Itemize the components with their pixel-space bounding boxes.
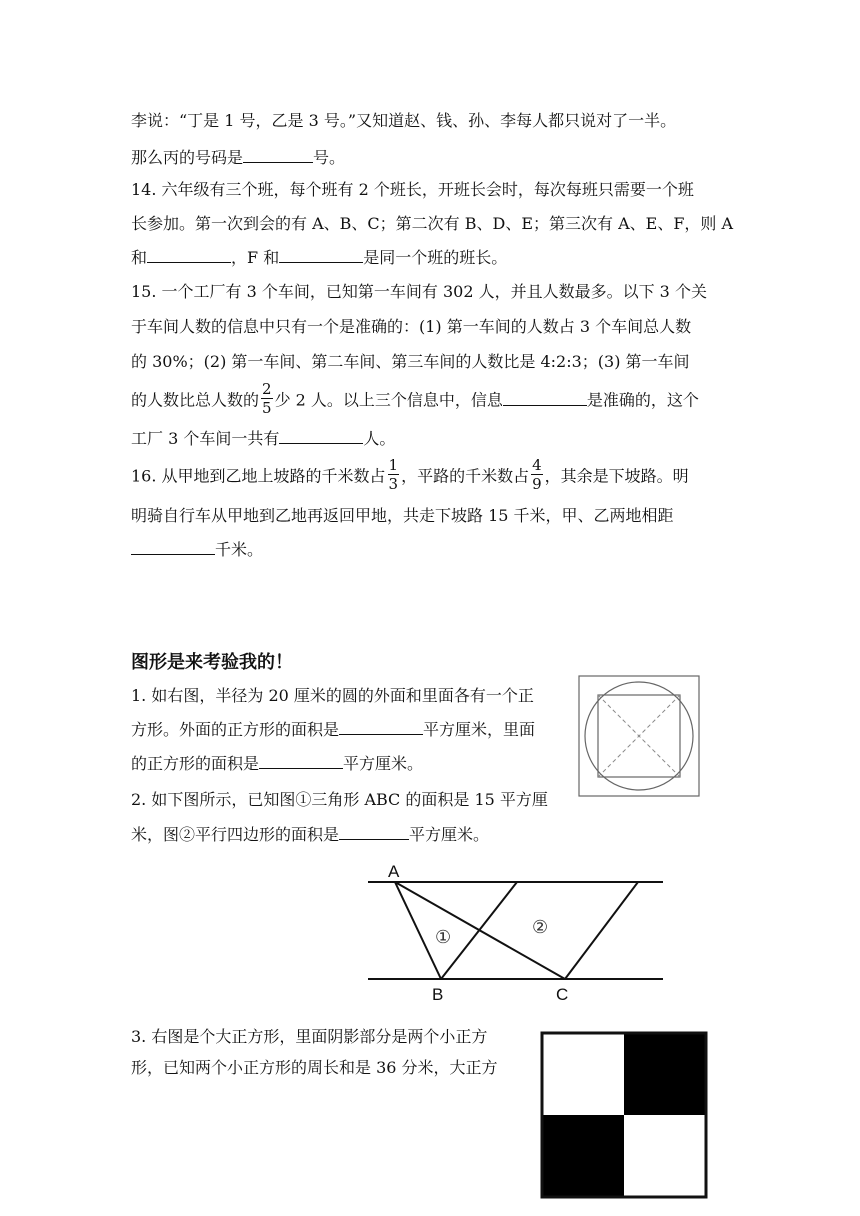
circle-squares-figure (578, 675, 700, 797)
p16-text-d: 千米。 (215, 540, 264, 559)
p15-fraction (261, 382, 273, 416)
p15-line-4 (131, 380, 699, 418)
label-region-2: ② (532, 917, 549, 938)
p14-answer-blank-2[interactable] (279, 247, 363, 263)
p13-text: 那么丙的号码是 (131, 148, 244, 167)
g3-line-1: 3. 右图是个大正方形，里面阴影部分是两个小正方 (131, 1027, 488, 1046)
fraction-denominator: 3 (388, 475, 399, 493)
label-b: B (432, 985, 444, 1004)
g2-text-b: 平方厘米。 (409, 825, 490, 844)
p16-line-2: 明骑自行车从甲地到乙地再返回甲地，共走下坡路 15 千米，甲、乙两地相距 (131, 506, 674, 525)
p16-text-b: ，平路的千米数占 (401, 466, 530, 486)
g1-text-c: 的正方形的面积是 (131, 754, 260, 773)
g1-text-a: 方形。外面的正方形的面积是 (131, 720, 340, 739)
big-square-figure (540, 1031, 708, 1199)
p15-line-5 (131, 428, 395, 449)
g1-text-b: 平方厘米，里面 (423, 720, 536, 739)
fraction-numerator: 1 (388, 456, 399, 474)
g1-answer-blank-1[interactable] (339, 719, 423, 735)
section-title: 图形是来考验我的！ (131, 652, 293, 673)
p15-text-b: 少 2 人。以上三个信息中，信息 (274, 390, 503, 410)
p13-line-1: 李说：“丁是 1 号，乙是 3 号。”又知道赵、钱、孙、李每人都只说对了一半。 (131, 111, 677, 130)
g3-line-2: 形，已知两个小正方形的周长和是 36 分米，大正方 (131, 1058, 498, 1077)
p15-text-c: 是准确的，这个 (586, 390, 699, 410)
g1-line-1: 1. 如右图，半径为 20 厘米的圆的外面和里面各有一个正 (131, 686, 534, 705)
p15-answer-blank-1[interactable] (503, 390, 587, 406)
p13-answer-blank[interactable] (243, 147, 313, 163)
p16-answer-blank[interactable] (131, 539, 215, 555)
p14-answer-blank-1[interactable] (147, 247, 231, 263)
p15-text-d: 工厂 3 个车间一共有 (131, 429, 280, 448)
p14-text-a: 和 (131, 248, 148, 267)
g1-text-d: 平方厘米。 (343, 754, 424, 773)
p14-text-b: ，F 和 (231, 248, 280, 267)
label-region-1: ① (435, 927, 452, 948)
p14-line-2: 长参加。第一次到会的有 A、B、C；第二次有 B、D、E；第三次有 A、E、F，则 A (131, 214, 734, 233)
triangle-parallelogram-figure (360, 860, 670, 1005)
p15-line-2: 于车间人数的信息中只有一个是准确的：(1) 第一车间的人数占 3 个车间总人数 (131, 317, 692, 336)
g1-line-2 (131, 719, 535, 740)
shaded-small-square-2 (542, 1115, 624, 1197)
parallelogram-right-side (565, 882, 638, 979)
p14-text-c: 是同一个班的班长。 (363, 248, 508, 267)
p14-line-1: 14. 六年级有三个班，每个班有 2 个班长，开班长会时，每次每班只需要一个班 (131, 180, 694, 199)
shaded-small-square-1 (624, 1033, 706, 1115)
p15-line-3: 的 30%；(2) 第一车间、第二车间、第三车间的人数比是 4:2:3；(3) 第一车间 (131, 352, 690, 371)
parallelogram-left-side (441, 882, 517, 979)
label-c: C (556, 985, 569, 1004)
p16-fraction-1 (388, 458, 400, 492)
fraction-numerator: 2 (262, 380, 272, 398)
p15-answer-blank-2[interactable] (279, 428, 363, 444)
p16-text-a: 16. 从甲地到乙地上坡路的千米数占 (131, 466, 386, 486)
p15-text-e: 人。 (363, 429, 396, 448)
g1-line-3 (131, 753, 423, 774)
p16-line-1 (131, 456, 689, 494)
p13-line-2 (131, 147, 345, 168)
g2-text-a: 米，图②平行四边形的面积是 (131, 825, 340, 844)
fraction-denominator: 5 (262, 399, 272, 417)
g2-line-2 (131, 824, 489, 845)
g2-answer-blank[interactable] (339, 824, 409, 840)
p15-line-1: 15. 一个工厂有 3 个车间，已知第一车间有 302 人，并且人数最多。以下 3 个关 (131, 282, 707, 301)
label-a: A (388, 862, 400, 881)
p16-text-c: ，其余是下坡路。明 (544, 466, 689, 486)
p16-fraction-2 (531, 458, 543, 492)
p14-line-3 (131, 247, 507, 268)
p15-text-a: 的人数比总人数的 (131, 390, 260, 410)
p13-text-end: 号。 (313, 148, 346, 167)
fraction-denominator: 9 (532, 475, 542, 493)
p16-line-3 (131, 539, 263, 560)
g1-answer-blank-2[interactable] (259, 753, 343, 769)
g2-line-1: 2. 如下图所示，已知图①三角形 ABC 的面积是 15 平方厘 (131, 790, 548, 809)
fraction-numerator: 4 (532, 456, 542, 474)
